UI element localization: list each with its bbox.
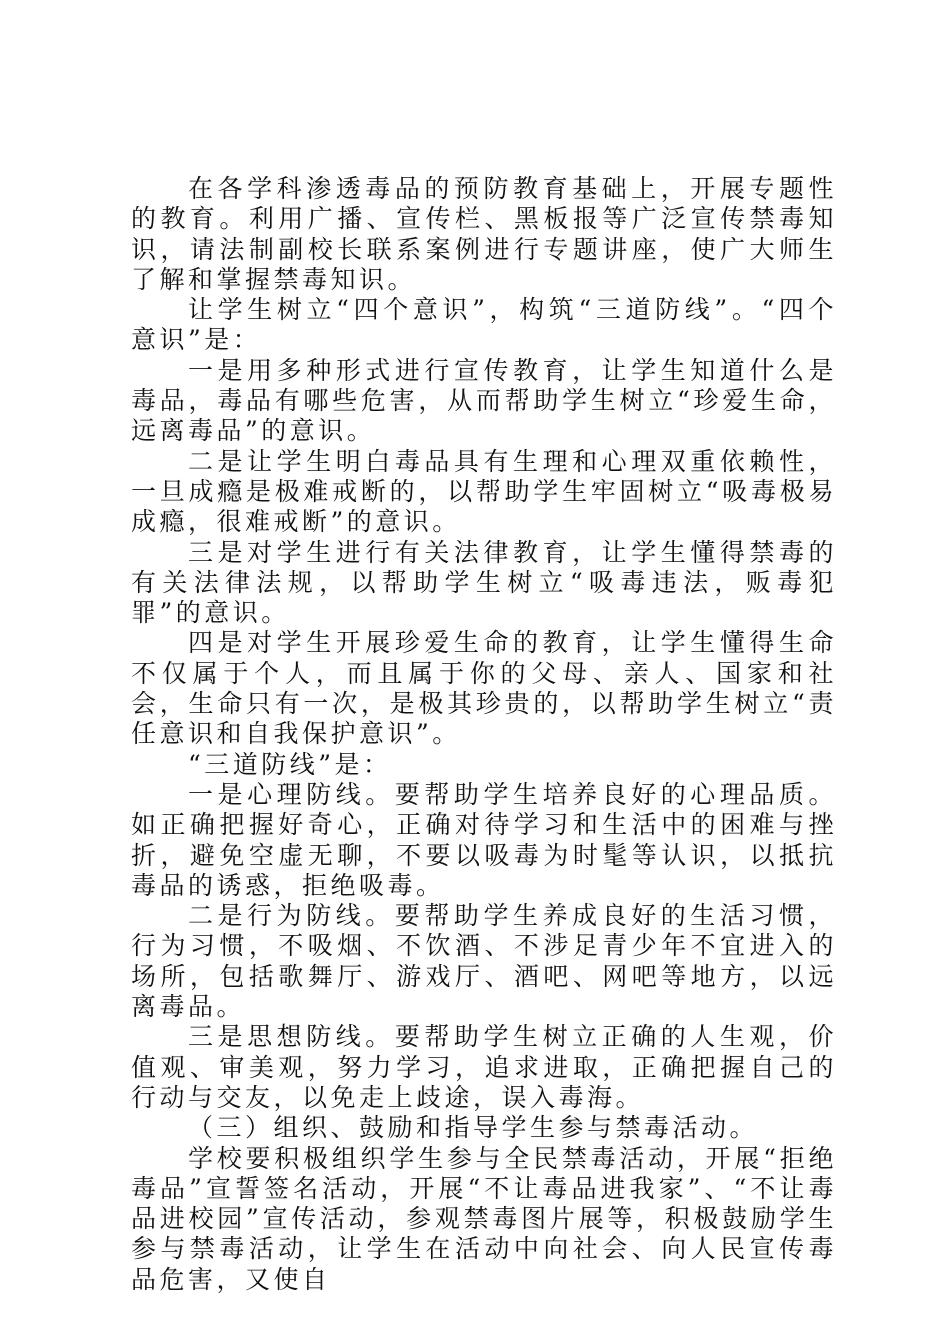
paragraph-four-awareness-intro: 让学生树立“四个意识”，构筑“三道防线”。“四个意识”是： bbox=[131, 295, 837, 355]
paragraph-awareness-1: 一是用多种形式进行宣传教育，让学生知道什么是毒品，毒品有哪些危害，从而帮助学生树立“珍爱生命，远离毒品”的意识。 bbox=[131, 355, 837, 446]
paragraph-defense-line-1: 一是心理防线。要帮助学生培养良好的心理品质。如正确把握好奇心，正确对待学习和生活中的困难与挫折，避免空虚无聊，不要以吸毒为时髦等认识，以抵抗毒品的诱惑，拒绝吸毒。 bbox=[131, 779, 837, 900]
paragraph-activities: 学校要积极组织学生参与全民禁毒活动，开展“拒绝毒品”宣誓签名活动，开展“不让毒品进我家”、“不让毒品进校园”宣传活动，参观禁毒图片展等，积极鼓励学生参与禁毒活动，让学生在活动中向社会、向人民宣传毒品危害，又使自 bbox=[131, 1143, 837, 1294]
paragraph-defense-line-2: 二是行为防线。要帮助学生养成良好的生活习惯，行为习惯，不吸烟、不饮酒、不涉足青少年不宜进入的场所，包括歌舞厅、游戏厅、酒吧、网吧等地方，以远离毒品。 bbox=[131, 901, 837, 1022]
paragraph-awareness-3: 三是对学生进行有关法律教育，让学生懂得禁毒的有关法律法规，以帮助学生树立“吸毒违法，贩毒犯罪”的意识。 bbox=[131, 537, 837, 628]
paragraph-awareness-4: 四是对学生开展珍爱生命的教育，让学生懂得生命不仅属于个人，而且属于你的父母、亲人、国家和社会，生命只有一次，是极其珍贵的，以帮助学生树立“责任意识和自我保护意识”。 bbox=[131, 628, 837, 749]
paragraph-awareness-2: 二是让学生明白毒品具有生理和心理双重依赖性，一旦成瘾是极难戒断的，以帮助学生牢固树立“吸毒极易成瘾，很难戒断”的意识。 bbox=[131, 446, 837, 537]
section-heading-activities: （三）组织、鼓励和指导学生参与禁毒活动。 bbox=[188, 1113, 759, 1143]
paragraph-three-lines-intro: “三道防线”是： bbox=[188, 749, 392, 779]
document-body bbox=[131, 174, 837, 1295]
paragraph-publicity: 在各学科渗透毒品的预防教育基础上，开展专题性的教育。利用广播、宣传栏、黑板报等广泛宣传禁毒知识，请法制副校长联系案例进行专题讲座，使广大师生了解和掌握禁毒知识。 bbox=[131, 174, 837, 294]
paragraph-defense-line-3: 三是思想防线。要帮助学生树立正确的人生观，价值观、审美观，努力学习，追求进取，正确把握自己的行动与交友，以免走上歧途，误入毒海。 bbox=[131, 1022, 837, 1112]
